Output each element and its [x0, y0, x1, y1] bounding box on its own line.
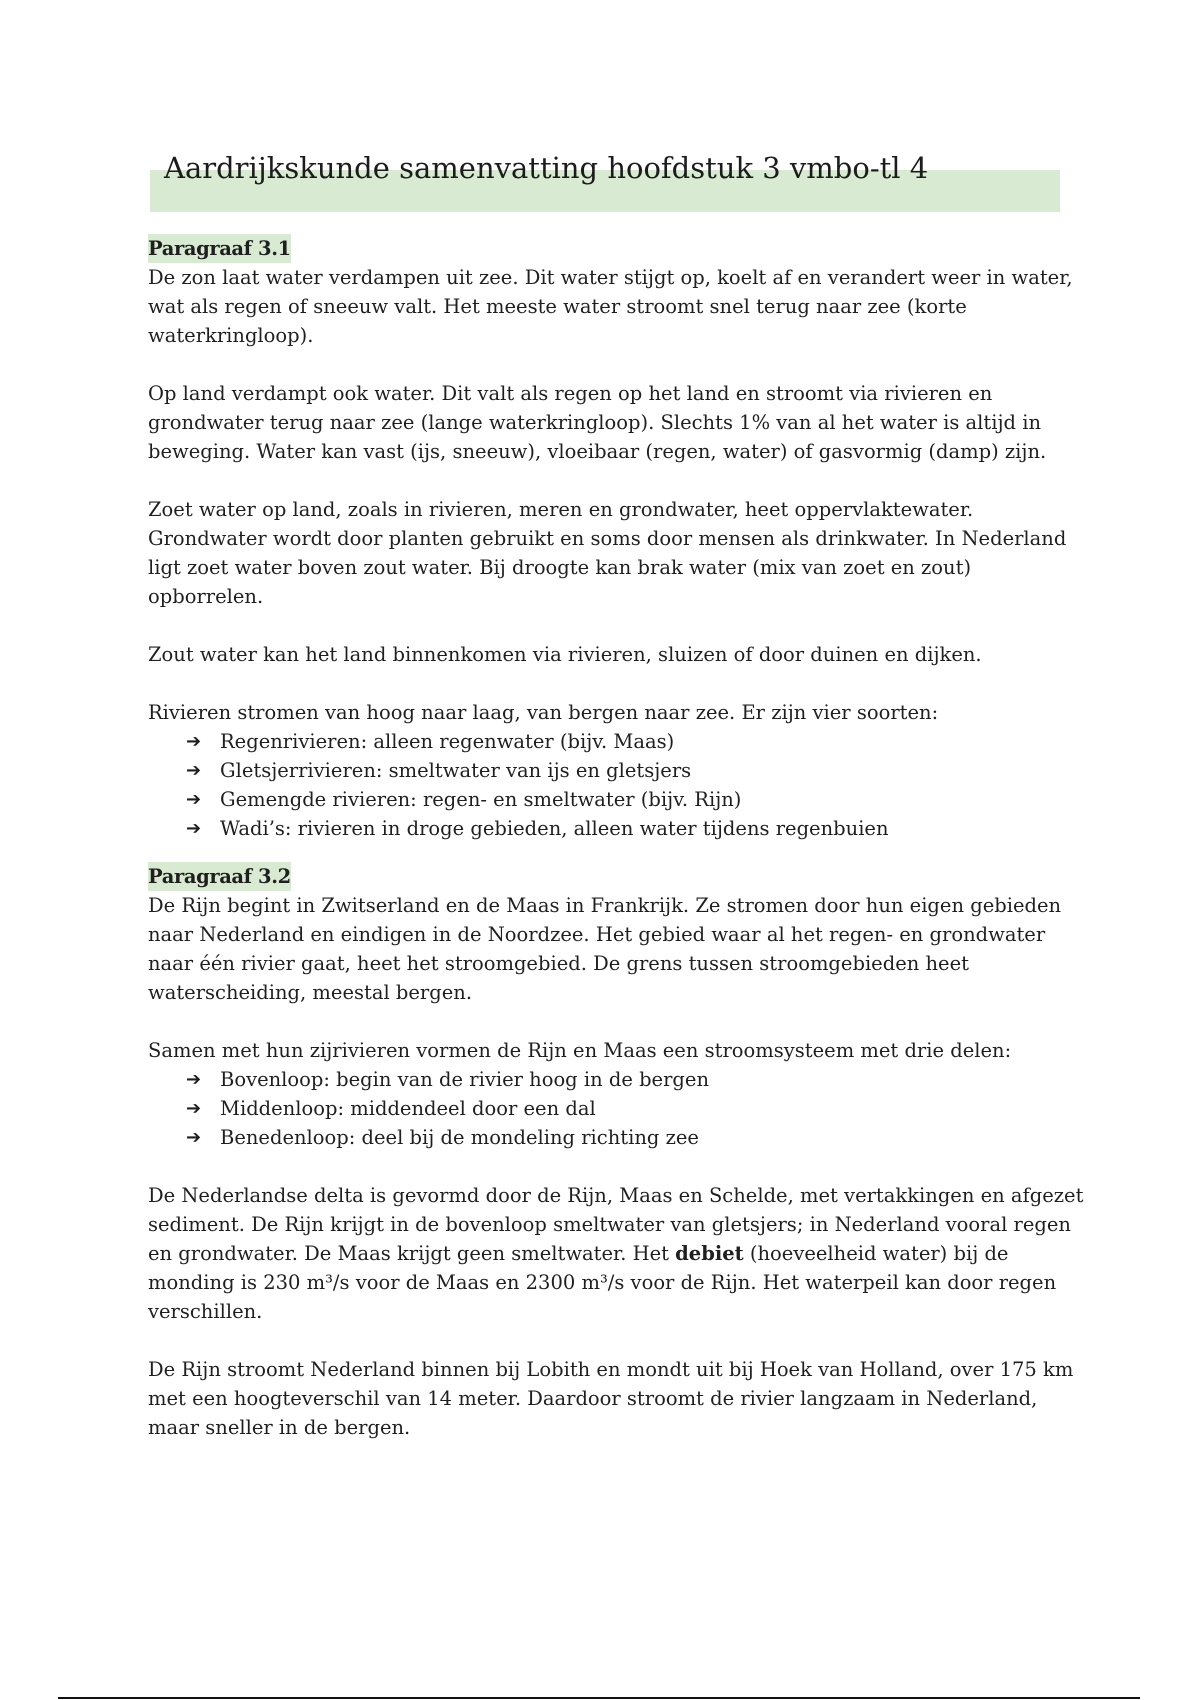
page-title: Aardrijkskunde samenvatting hoofdstuk 3 vmbo-tl 4: [164, 151, 929, 185]
list-item: [186, 727, 1088, 756]
arrow-right-icon: ➔: [186, 818, 202, 839]
list-item: [186, 1065, 1088, 1094]
list-item-text: Regenrivieren: alleen regenwater (bijv. Maas): [220, 730, 675, 753]
paragraph-rhine-course: De Rijn stroomt Nederland binnen bij Lobith en mondt uit bij Hoek van Holland, over 175 km met een hoogteverschil van 14 meter. Daardoor stroomt de rivier langzaam in Nederland, maar sneller in de bergen.: [148, 1358, 1074, 1439]
title-block: [150, 146, 1060, 212]
list-item: [186, 1094, 1088, 1123]
paragraph-river-types-intro: Rivieren stromen van hoog naar laag, van bergen naar zee. Er zijn vier soorten:: [148, 701, 939, 724]
paragraph-delta-discharge: [148, 1181, 1088, 1326]
list-item: [186, 814, 1088, 843]
section-heading-3-1: Paragraaf 3.1: [148, 234, 291, 263]
debiet-term: debiet: [675, 1242, 744, 1265]
paragraph-fresh-water: Zoet water op land, zoals in rivieren, meren en grondwater, heet oppervlaktewater. Grondwater wordt door planten gebruikt en soms door mensen als drinkwater. In Nederland ligt zoet water boven zout water. Bij droogte kan brak water (mix van zoet en zout) opborrelen.: [148, 498, 1067, 608]
paragraph-rhine-meuse-origin: De Rijn begint in Zwitserland en de Maas in Frankrijk. Ze stromen door hun eigen gebieden naar Nederland en eindigen in de Noordzee. Het gebied waar al het regen- en grondwater naar één rivier gaat, heet het stroomgebied. De grens tussen stroomgebieden heet waterscheiding, meestal bergen.: [148, 894, 1062, 1004]
arrow-right-icon: ➔: [186, 731, 202, 752]
arrow-right-icon: ➔: [186, 789, 202, 810]
delta-text-after: (hoeveelheid water) bij de monding is 230 m³/s voor de Maas en 2300 m³/s voor de Rijn. Het waterpeil kan door regen verschillen.: [148, 1242, 1057, 1323]
river-types-list: [148, 727, 1088, 843]
arrow-right-icon: ➔: [186, 760, 202, 781]
paragraph-water-cycle-long: Op land verdampt ook water. Dit valt als regen op het land en stroomt via rivieren en grondwater terug naar zee (lange waterkringloop). Slechts 1% van al het water is altijd in beweging. Water kan vast (ijs, sneeuw), vloeibaar (regen, water) of gasvormig (damp) zijn.: [148, 382, 1047, 463]
list-item: [186, 785, 1088, 814]
arrow-right-icon: ➔: [186, 1127, 202, 1148]
section-3-1: [148, 234, 1088, 843]
footer-divider: [58, 1697, 1140, 1699]
arrow-right-icon: ➔: [186, 1098, 202, 1119]
paragraph-salt-water: Zout water kan het land binnenkomen via rivieren, sluizen of door duinen en dijken.: [148, 643, 982, 666]
list-item-text: Wadi’s: rivieren in droge gebieden, alleen water tijdens regenbuien: [220, 817, 889, 840]
delta-text-before: De Nederlandse delta is gevormd door de Rijn, Maas en Schelde, met vertakkingen en afgezet sediment. De Rijn krijgt in de bovenloop smeltwater van gletsjers; in Nederland vooral regen en grondwater. De Maas krijgt geen smeltwater. Het: [148, 1184, 1084, 1265]
section-3-2: [148, 862, 1088, 1442]
list-item-text: Bovenloop: begin van de rivier hoog in de bergen: [220, 1068, 710, 1091]
list-item-text: Benedenloop: deel bij de mondeling richting zee: [220, 1126, 699, 1149]
paragraph-water-cycle-short: De zon laat water verdampen uit zee. Dit water stijgt op, koelt af en verandert weer in water, wat als regen of sneeuw valt. Het meeste water stroomt snel terug naar zee (korte waterkringloop).: [148, 266, 1073, 347]
paragraph-river-system-intro: Samen met hun zijrivieren vormen de Rijn en Maas een stroomsysteem met drie delen:: [148, 1039, 1012, 1062]
document-body: [148, 234, 1088, 1471]
arrow-right-icon: ➔: [186, 1069, 202, 1090]
list-item-text: Middenloop: middendeel door een dal: [220, 1097, 596, 1120]
list-item: [186, 756, 1088, 785]
section-heading-3-2: Paragraaf 3.2: [148, 862, 291, 891]
list-item: [186, 1123, 1088, 1152]
river-course-list: [148, 1065, 1088, 1152]
list-item-text: Gletsjerrivieren: smeltwater van ijs en gletsjers: [220, 759, 692, 782]
list-item-text: Gemengde rivieren: regen- en smeltwater (bijv. Rijn): [220, 788, 742, 811]
